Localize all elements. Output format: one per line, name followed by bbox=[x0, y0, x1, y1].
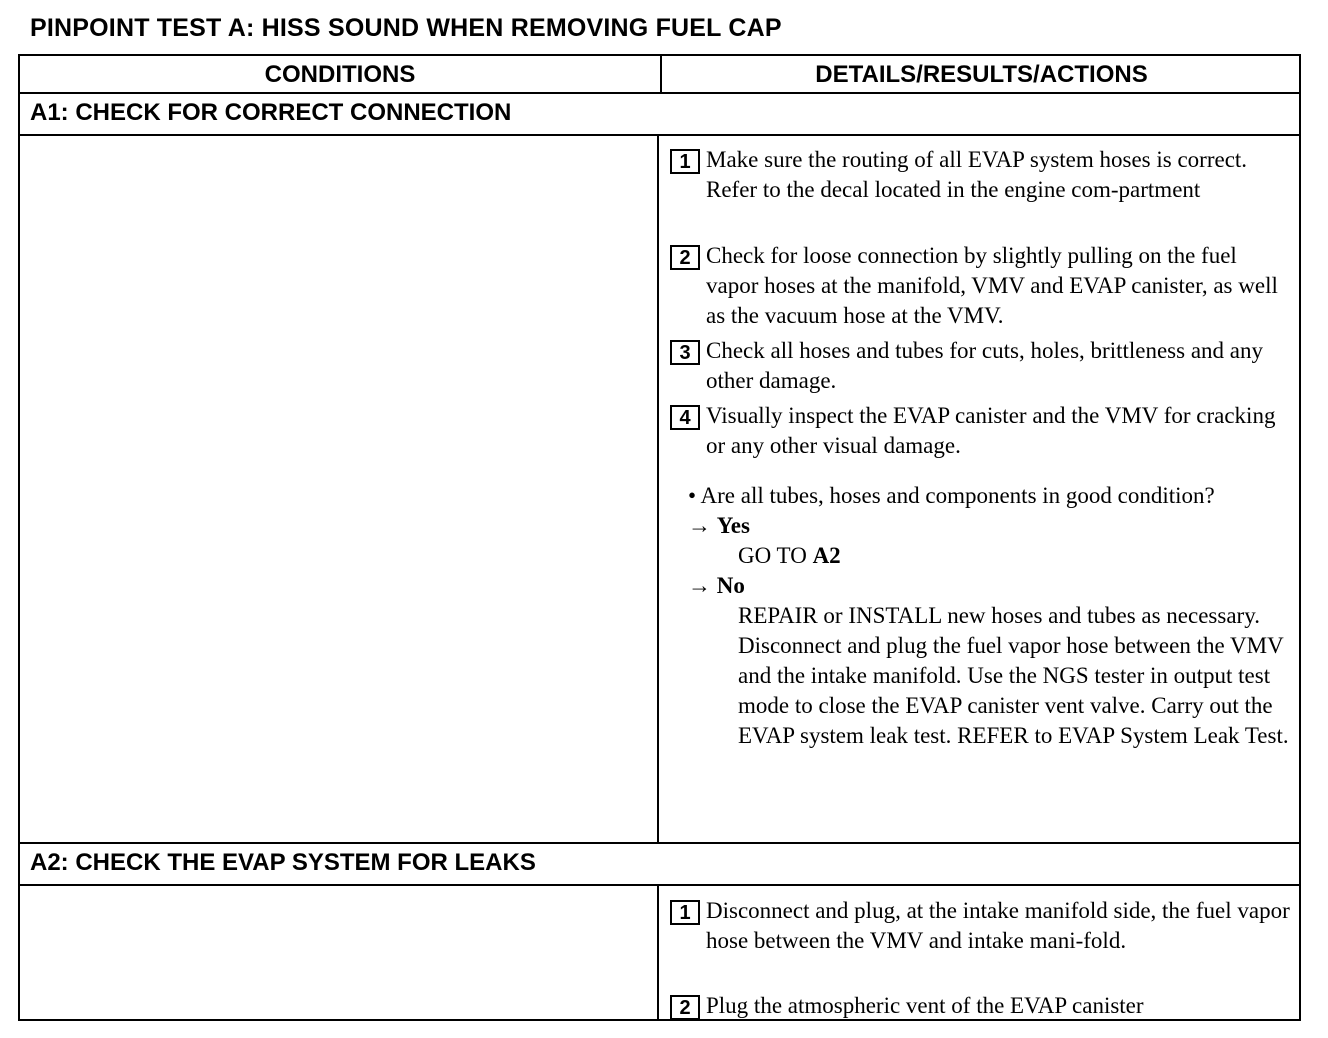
header-divider bbox=[660, 56, 662, 92]
arrow-icon: → bbox=[688, 513, 717, 538]
a1-step-4 bbox=[670, 401, 1290, 461]
a2-step-1 bbox=[670, 896, 1290, 956]
a1-column-divider bbox=[657, 136, 659, 842]
pinpoint-test-table bbox=[18, 54, 1301, 1021]
page-title: PINPOINT TEST A: HISS SOUND WHEN REMOVING FUEL CAP bbox=[30, 14, 782, 42]
conditions-column-header: CONDITIONS bbox=[264, 61, 416, 88]
a1-question: • Are all tubes, hoses and components in good condition? bbox=[688, 483, 1215, 508]
step-text: Visually inspect the EVAP canister and the VMV for cracking or any other visual damage. bbox=[706, 403, 1276, 458]
a1-step-3 bbox=[670, 336, 1290, 396]
yes-action bbox=[688, 541, 1303, 571]
a2-step-2 bbox=[670, 991, 1290, 1021]
no-branch bbox=[688, 571, 1303, 601]
no-label: No bbox=[716, 573, 745, 598]
a1-heading-rule bbox=[20, 134, 1299, 136]
a1-step-1 bbox=[670, 145, 1290, 205]
step-number-badge: 4 bbox=[670, 405, 700, 430]
a2-heading-rule bbox=[20, 884, 1299, 886]
step-text: Check all hoses and tubes for cuts, holes, brittleness and any other damage. bbox=[706, 338, 1263, 393]
goto-prefix: GO TO bbox=[738, 543, 807, 568]
step-text: Disconnect and plug, at the intake manifold side, the fuel vapor hose between the VMV and intake mani-fold. bbox=[706, 898, 1290, 953]
step-text: Check for loose connection by slightly pulling on the fuel vapor hoses at the manifold, VMV and EVAP canister, as well as the vacuum hose at the VMV. bbox=[706, 243, 1278, 328]
step-number-badge: 1 bbox=[670, 149, 700, 174]
yes-branch bbox=[688, 511, 1303, 541]
a1-section-heading: A1: CHECK FOR CORRECT CONNECTION bbox=[30, 99, 512, 126]
step-number-badge: 1 bbox=[670, 900, 700, 925]
step-number-badge: 2 bbox=[670, 995, 700, 1020]
step-number-badge: 2 bbox=[670, 245, 700, 270]
yes-label: Yes bbox=[716, 513, 750, 538]
arrow-icon: → bbox=[688, 573, 717, 598]
no-action: REPAIR or INSTALL new hoses and tubes as necessary. Disconnect and plug the fuel vapor hose between the VMV and the intake manifold. Use the NGS tester in output test mode to close the EVAP canister vent valve. Carry out the EVAP system leak test. REFER to EVAP System Leak Test. bbox=[738, 603, 1289, 748]
details-column-header: DETAILS/RESULTS/ACTIONS bbox=[815, 61, 1148, 88]
step-text: Plug the atmospheric vent of the EVAP canister bbox=[706, 993, 1144, 1018]
a1-step-2 bbox=[670, 241, 1290, 331]
goto-target: A2 bbox=[812, 543, 841, 568]
step-number-badge: 3 bbox=[670, 340, 700, 365]
a1-decision-block bbox=[688, 481, 1303, 751]
step-text: Make sure the routing of all EVAP system hoses is correct. Refer to the decal located in the engine com-partment bbox=[706, 147, 1248, 202]
a2-section-heading: A2: CHECK THE EVAP SYSTEM FOR LEAKS bbox=[30, 849, 536, 876]
a2-column-divider bbox=[657, 886, 659, 1021]
